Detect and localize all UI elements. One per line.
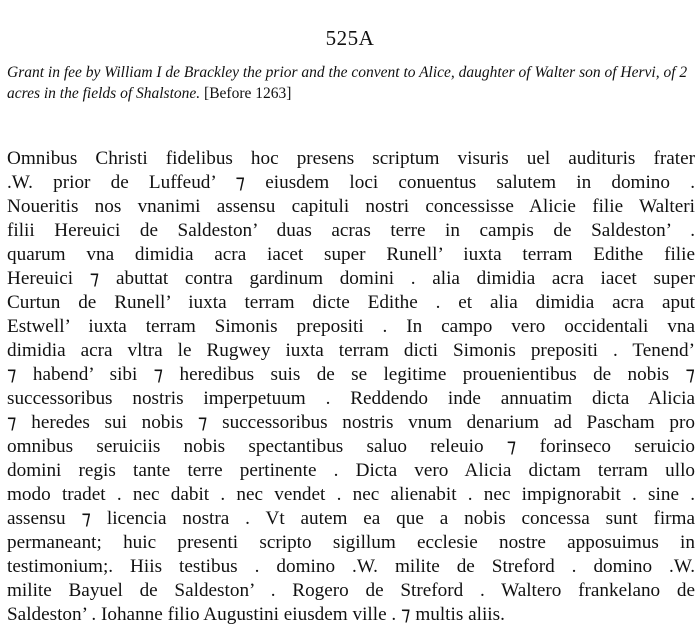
text-line: Estwell’ iuxta terram Simonis prepositi . In campo vero occidentali vna <box>7 316 695 337</box>
text-line: Saldeston’ . Iohanne filio Augustini eiusdem ville . ⁊ multis aliis. <box>7 604 505 625</box>
text-line: ⁊ habend’ sibi ⁊ heredibus suis de se legitime prouenientibus de nobis ⁊ <box>7 364 695 385</box>
text-line: dimidia acra vltra le Rugwey iuxta terram dicti Simonis prepositi . Tenend’ <box>7 340 695 361</box>
text-line: Omnibus Christi fidelibus hoc presens scriptum visuris uel audituris frater <box>7 148 695 169</box>
text-line: permaneant; huic presenti scripto sigillum ecclesie nostre apposuimus in <box>7 532 695 553</box>
text-line: filii Hereuici de Saldeston’ duas acras terre in campis de Saldeston’ . <box>7 220 695 241</box>
text-line: omnibus seruiciis nobis spectantibus saluo releuio ⁊ forinseco seruicio <box>7 436 695 457</box>
heading-summary: Grant in fee by William I de Brackley the prior and the convent to Alice, daughter of Walter son of Hervi, of 2 acres in the fields of Shalstone. <box>7 64 688 102</box>
charter-text <box>7 147 695 627</box>
charter-heading <box>7 62 697 104</box>
text-line: quarum vna dimidia acra iacet super Runell’ iuxta terram Edithe filie <box>7 244 695 265</box>
text-line: milite Bayuel de Saldeston’ . Rogero de Streford . Waltero frankelano de <box>7 580 695 601</box>
text-line: Curtun de Runell’ iuxta terram dicte Edithe . et alia dimidia acra aput <box>7 292 695 313</box>
charter-number: 525A <box>325 26 375 50</box>
text-line: assensu ⁊ licencia nostra . Vt autem ea que a nobis concessa sunt firma <box>7 508 695 529</box>
text-line: successoribus nostris imperpetuum . Reddendo inde annuatim dicta Alicia <box>7 388 695 409</box>
text-line: modo tradet . nec dabit . nec vendet . nec alienabit . nec impignorabit . sine . <box>7 484 695 505</box>
text-line: Hereuici ⁊ abuttat contra gardinum domini . alia dimidia acra iacet super <box>7 268 695 289</box>
text-line: .W. prior de Luffeud’ ⁊ eiusdem loci conuentus salutem in domino . <box>7 172 695 193</box>
text-line: testimonium;. Hiis testibus . domino .W. milite de Streford . domino .W. <box>7 556 695 577</box>
text-line: Noueritis nos vnanimi assensu capituli nostri concessisse Alicie filie Walteri <box>7 196 695 217</box>
text-line: ⁊ heredes sui nobis ⁊ successoribus nostris vnum denarium ad Pascham pro <box>7 412 695 433</box>
text-line: domini regis tante terre pertinente . Dicta vero Alicia dictam terram ullo <box>7 460 695 481</box>
heading-date: [Before 1263] <box>204 85 292 102</box>
